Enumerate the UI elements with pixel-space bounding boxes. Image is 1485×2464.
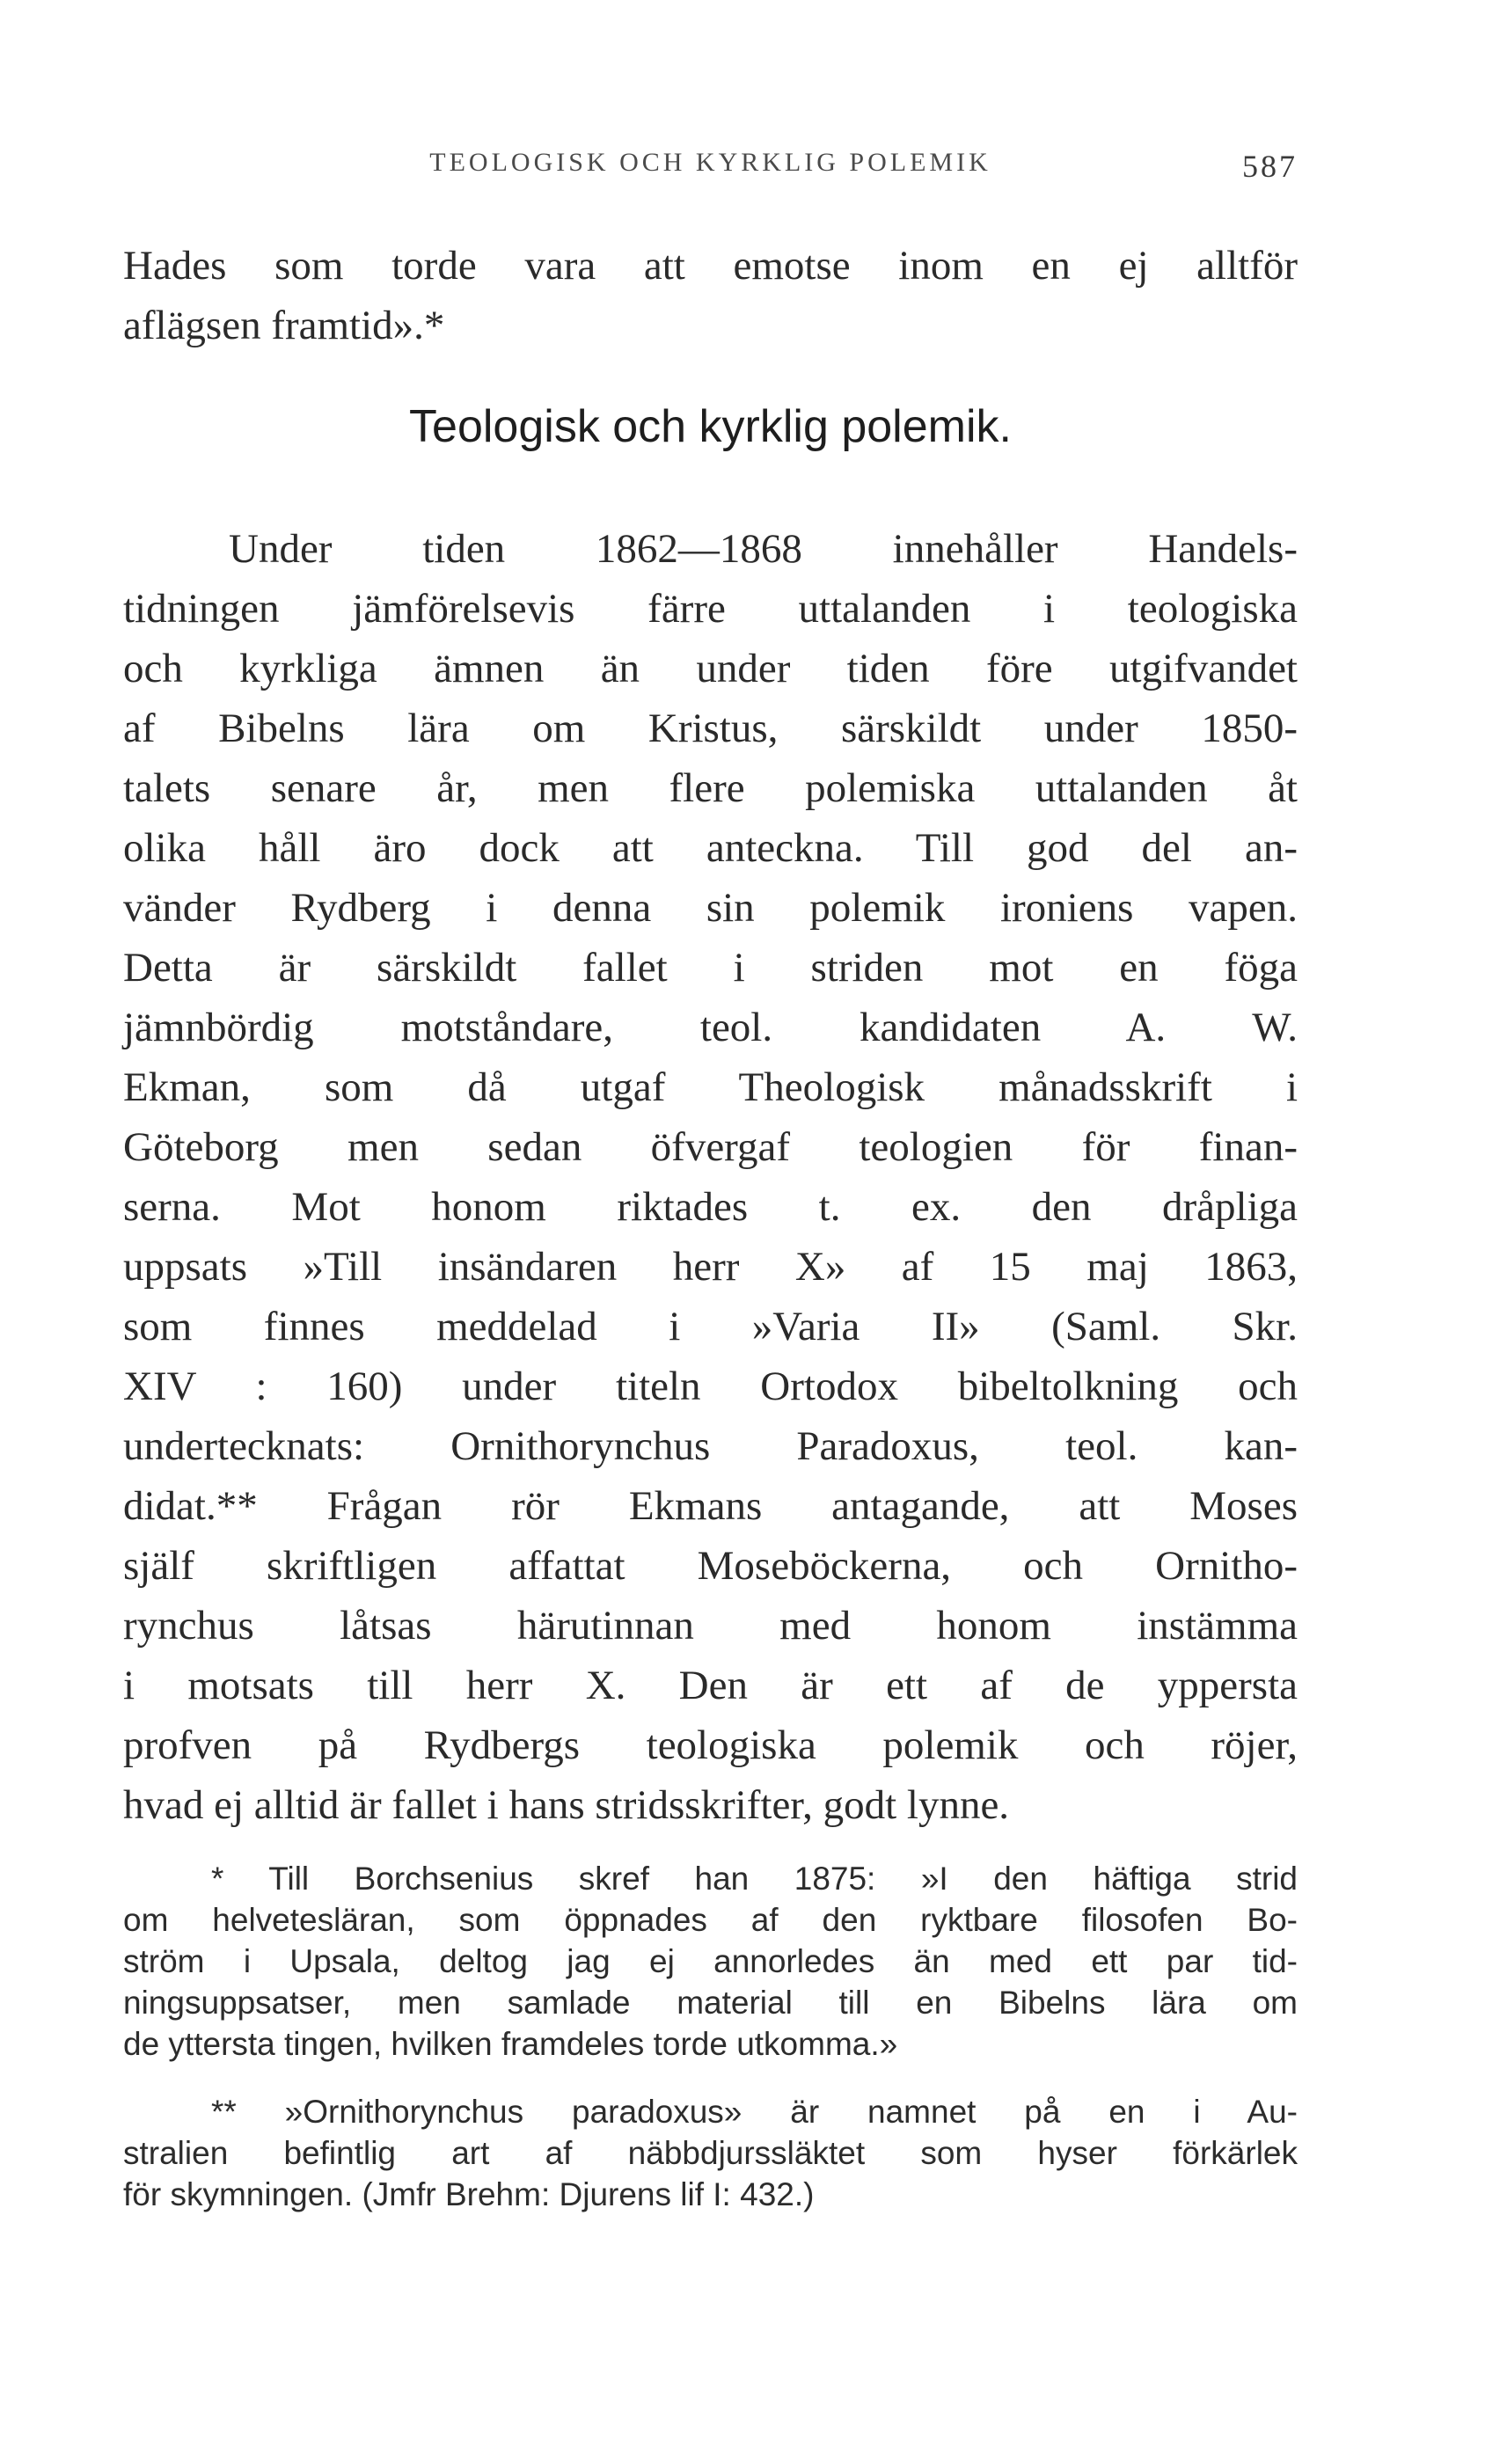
text-line: undertecknats: Ornithorynchus Paradoxus, teol. kan- [123, 1423, 1298, 1469]
intro-paragraph [123, 236, 1298, 355]
running-title: TEOLOGISK OCH KYRKLIG POLEMIK [429, 148, 991, 177]
footnote-line: om helvetesläran, som öppnades af den ryktbare filosofen Bo- [123, 1902, 1298, 1938]
footnote-2 [123, 2091, 1298, 2215]
text-line: Hades som torde vara att emotse inom en ej alltför [123, 243, 1298, 289]
text-line: didat.** Frågan rör Ekmans antagande, att Moses [123, 1483, 1298, 1529]
text-line: uppsats »Till insändaren herr X» af 15 maj 1863, [123, 1244, 1298, 1290]
text-line: af Bibelns lära om Kristus, särskildt under 1850- [123, 706, 1298, 751]
text-line: och kyrkliga ämnen än under tiden före utgifvandet [123, 646, 1298, 691]
footnote-line: ** »Ornithorynchus paradoxus» är namnet på en i Au- [211, 2094, 1298, 2130]
text-line: Ekman, som då utgaf Theologisk månadsskrift i [123, 1064, 1298, 1110]
footnote-line: för skymningen. (Jmfr Brehm: Djurens lif I: 432.) [123, 2176, 815, 2212]
page-number: 587 [1242, 149, 1298, 184]
footnote-line: de yttersta tingen, hvilken framdeles torde utkomma.» [123, 2026, 898, 2062]
footnote-spacer [123, 2065, 1298, 2091]
text-line: tidningen jämförelsevis färre uttalanden i teologiska [123, 586, 1298, 632]
text-line: hvad ej alltid är fallet i hans stridsskrifter, godt lynne. [123, 1782, 1010, 1828]
text-line: jämnbördig motståndare, teol. kandidaten A. W. [123, 1005, 1298, 1050]
text-line: profven på Rydbergs teologiska polemik och röjer, [123, 1722, 1298, 1768]
text-line: talets senare år, men flere polemiska uttalanden åt [123, 765, 1298, 811]
footnotes [123, 1858, 1298, 2215]
text-line: aflägsen framtid».* [123, 303, 445, 348]
text-line: som finnes meddelad i »Varia II» (Saml. Skr. [123, 1304, 1298, 1349]
text-line: rynchus låtsas härutinnan med honom instämma [123, 1603, 1298, 1649]
footnote-line: * Till Borchsenius skref han 1875: »I den häftiga strid [211, 1861, 1298, 1897]
footnote-1 [123, 1858, 1298, 2065]
text-line: i motsats till herr X. Den är ett af de yppersta [123, 1663, 1298, 1708]
footnote-line: stralien befintlig art af näbbdjurssläktet som hyser förkärlek [123, 2135, 1298, 2171]
text-line: vänder Rydberg i denna sin polemik ironiens vapen. [123, 885, 1298, 931]
text-line: XIV : 160) under titeln Ortodox bibeltolkning och [123, 1364, 1298, 1409]
text-line: olika håll äro dock att anteckna. Till god del an- [123, 825, 1298, 871]
section-heading: Teologisk och kyrklig polemik. [409, 401, 1012, 452]
text-line: Under tiden 1862—1868 innehåller Handels- [229, 526, 1298, 572]
footnote-line: ström i Upsala, deltog jag ej annorledes än med ett par tid- [123, 1943, 1298, 1979]
text-line: Detta är särskildt fallet i striden mot en föga [123, 945, 1298, 991]
text-line: Göteborg men sedan öfvergaf teologien för finan- [123, 1124, 1298, 1170]
text-line: själf skriftligen affattat Moseböckerna, och Ornitho- [123, 1543, 1298, 1589]
text-line: serna. Mot honom riktades t. ex. den dråpliga [123, 1184, 1298, 1230]
running-head [123, 148, 1298, 192]
main-paragraph [123, 519, 1298, 1835]
footnote-line: ningsuppsatser, men samlade material till en Bibelns lära om [123, 1985, 1298, 2021]
